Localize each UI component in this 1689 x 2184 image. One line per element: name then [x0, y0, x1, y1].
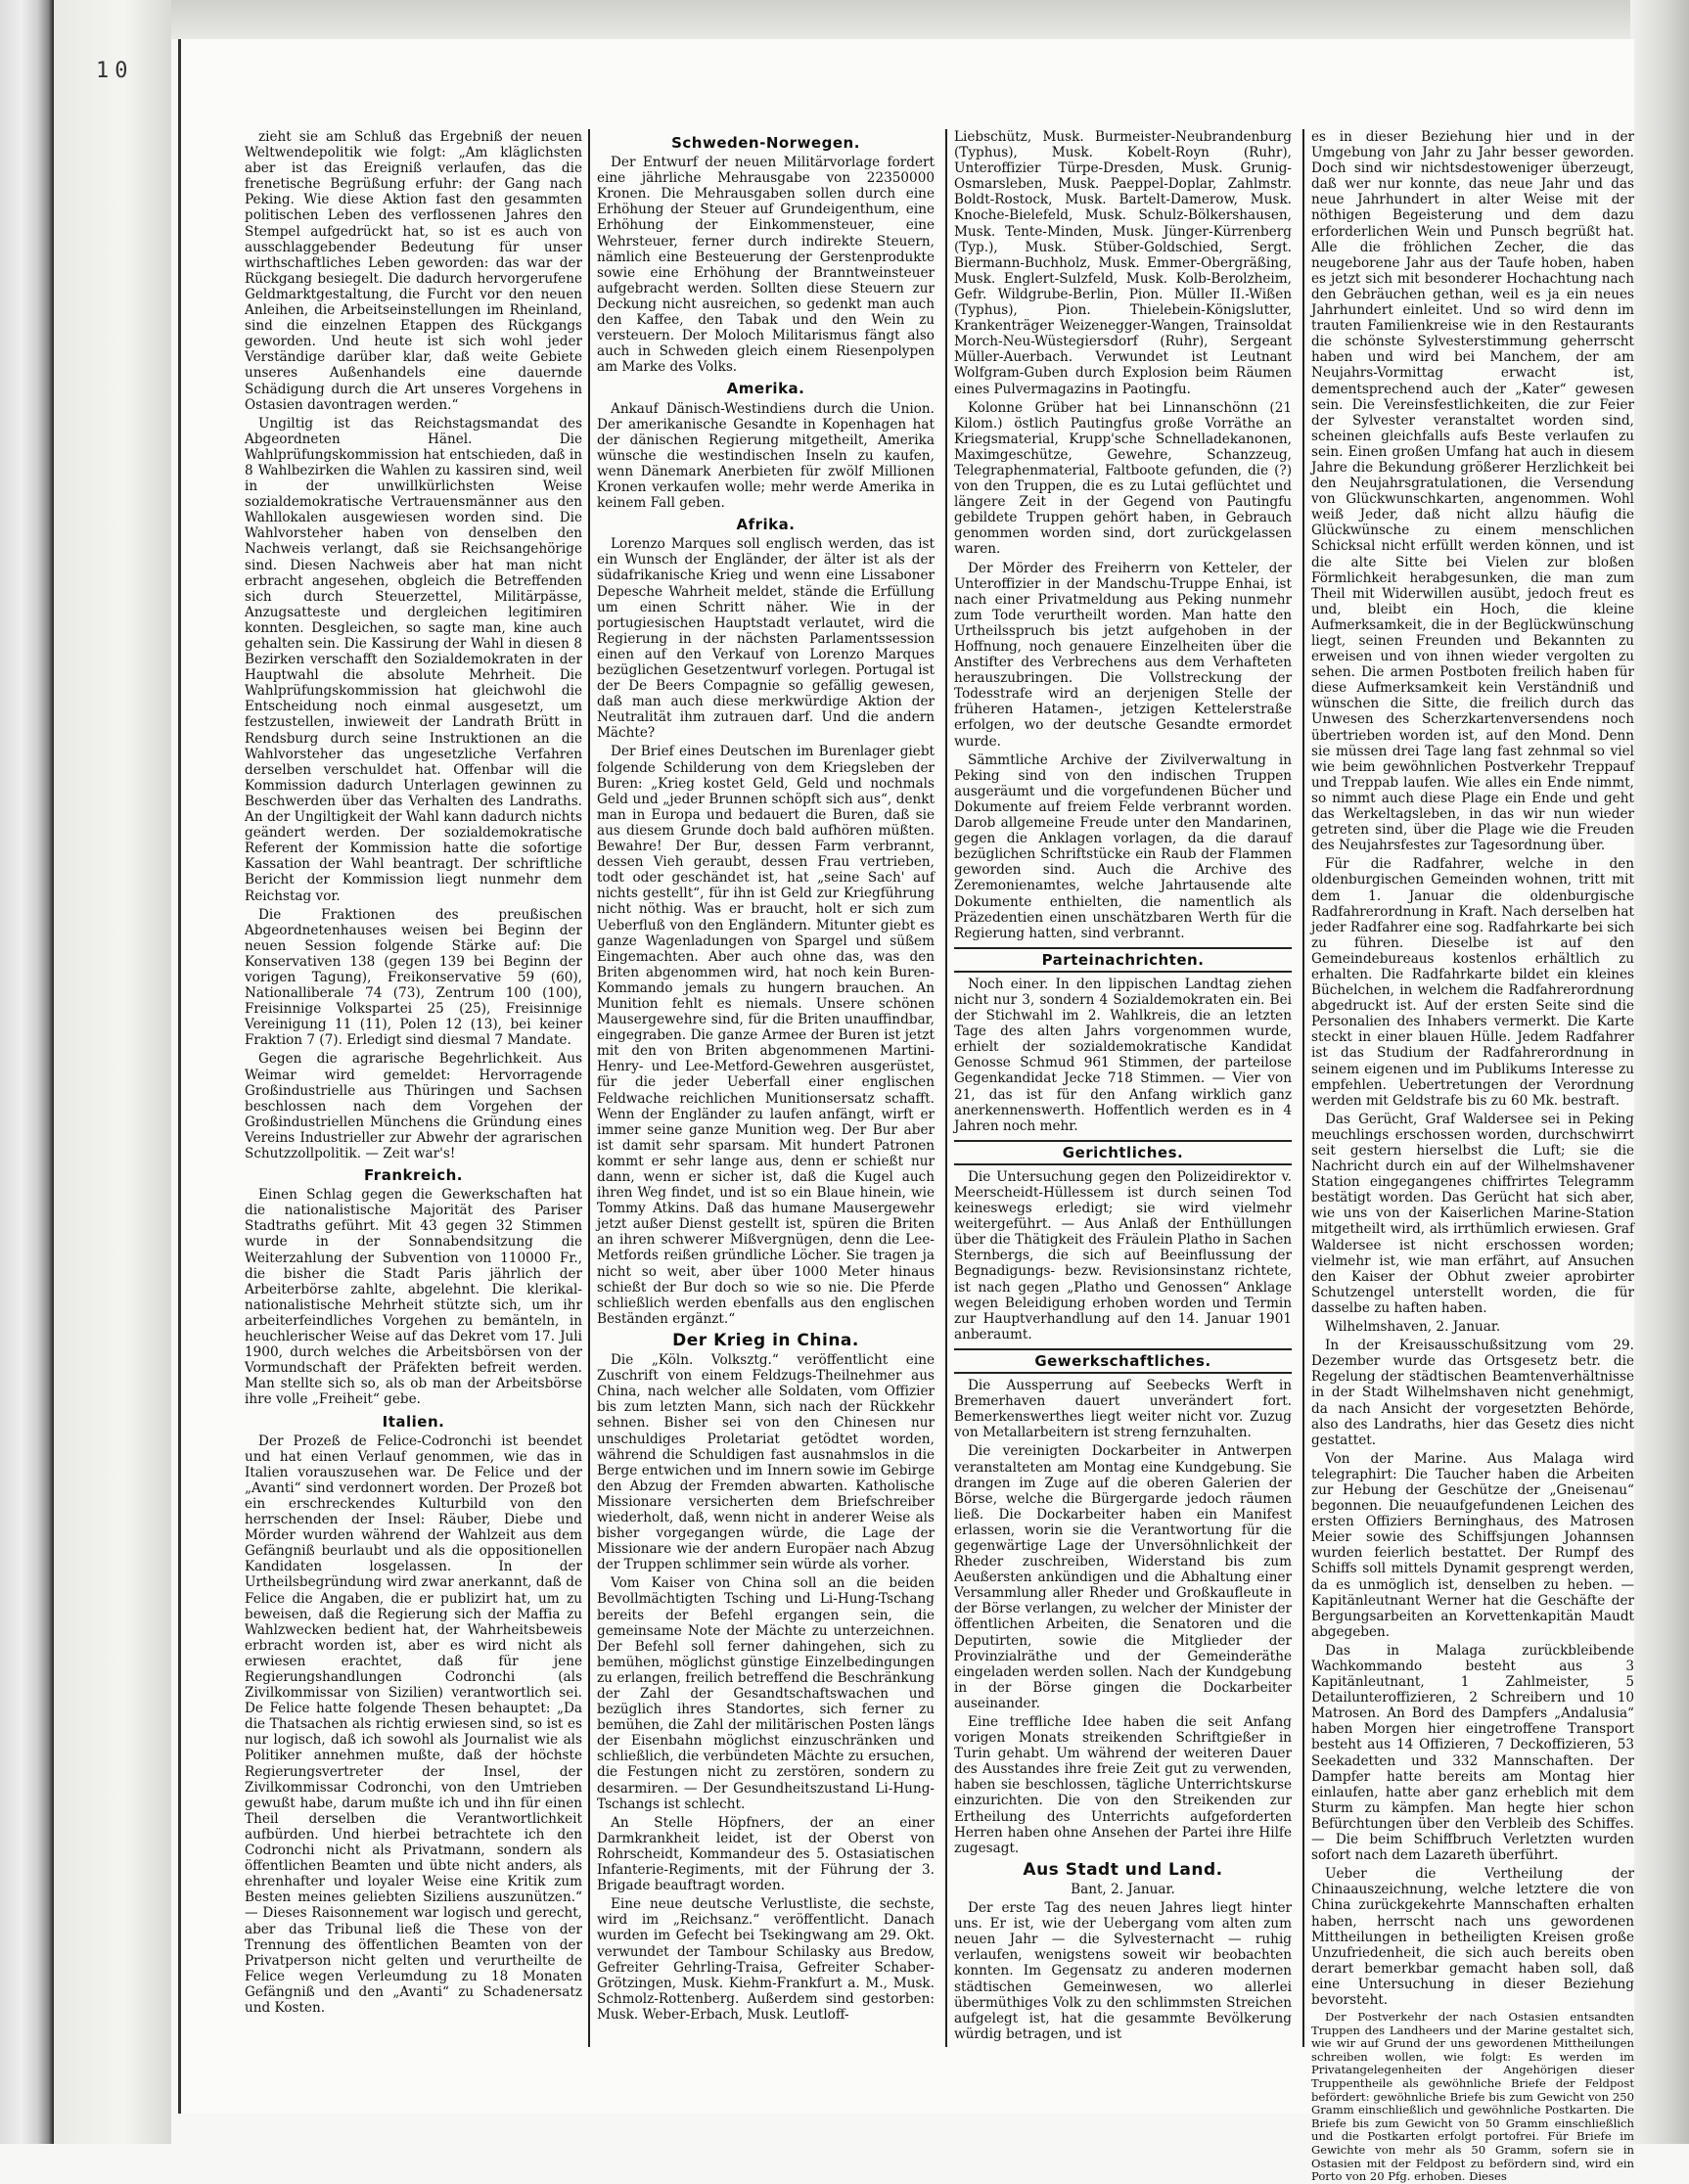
- column-1: [245, 129, 582, 2047]
- section-heading: Gerichtliches.: [954, 1140, 1292, 1165]
- article-paragraph: Die „Köln. Volksztg.“ veröffentlicht eine Zuschrift von einem Feldzugs-Theilnehmer aus China, nach welcher alle Soldaten, vom Offizier bis zum letzten Mann, sich nach der Rückkehr sehnen. Bisher sei von den Chinesen nur unschuldiges Proletariat getödtet worden, während die Schuldigen fast ausnahmslos in die Berge entwichen und im Innern sowie im Gebirge den Abzug der Fremden abwarten. Katholische Missionare versicherten dem Briefschreiber wiederholt, daß, wenn nicht in anderer Weise als bisher vorgegangen würde, die Lage der Missionare wie der andern Europäer nach Abzug der Truppen schlimmer sein würde als vorher.: [597, 1352, 935, 1573]
- article-paragraph: Der Brief eines Deutschen im Burenlager giebt folgende Schilderung von dem Kriegsleben der Buren: „Krieg kostet Geld, Geld und nochmals Geld und „jeder Brunnen schöpft sich aus“, denkt man in Europa und bedauert die Buren, daß sie aus diesem Grunde doch bald aufhören müßten. Bewahre! Der Bur, dessen Farm verbrannt, dessen Vieh geraubt, dessen Frau vertrieben, todt oder geschändet ist, hat „seine Sach' auf nichts gestellt“, für ihn ist Geld zur Kriegführung nicht nöthig. Was er braucht, holt er sich zum Ueberfluß von den Engländern. Mitunter giebt es ganze Wagenladungen von Spargel und süßem Eingemachten. Aber auch ohne das, was den Briten abgenommen wird, hat noch kein Buren-Kommando jemals zu hungern brauchen. An Munition fehlt es niemals. Unsere schönen Mausergewehre sind, für die Briten unauffindbar, eingegraben. Die ganze Armee der Buren ist jetzt mit den von Briten abgenommenen Martini-Henry- und Lee-Metford-Gewehren ausgerüstet, für die jeder Ueberfall einer englischen Feldwache reichlichen Munitionsersatz schafft. Wenn der Engländer zu laufen anfängt, wirft er immer seine ganze Munition weg. Der Bur aber ist damit sehr sparsam. Mit hundert Patronen kommt er sehr lange aus, denn er schießt nur dann, wenn er sicher ist, daß die Kugel auch ihren Weg findet, und ist so ein Blaue hinein, wie Tommy Atkins. Daß das humane Mausergewehr jetzt außer Dienst gestellt ist, spüren die Briten an ihren schwerer Mißvergnügen, denn die Lee-Metfords reißen gründliche Löcher. Sie tragen ja nicht so weit, aber über 1000 Meter hinaus schießt der Bur doch so wie so nie. Die Pferde schließlich werden ebenfalls aus den englischen Beständen ergänzt.“: [597, 744, 935, 1327]
- article-paragraph: Liebschütz, Musk. Burmeister-Neubrandenburg (Typhus), Musk. Kobelt-Royn (Ruhr), Unteroffizier Türpe-Dresden, Musk. Grunig-Osmarsleben, Musk. Paeppel-Doplar, Zahlmstr. Boldt-Rostock, Musk. Bartelt-Damerow, Musk. Knoche-Bielefeld, Musk. Schulz-Bölkershausen, Musk. Tente-Minden, Musk. Jünger-Kürrenberg (Typ.), Musk. Stüber-Goldschied, Sergt. Biermann-Buchholz, Musk. Emmer-Obergräßing, Musk. Englert-Sulzfeld, Musk. Kolb-Berolzheim, Gefr. Wildgrube-Berlin, Pion. Müller II.-Wißen (Typhus), Pion. Thielebein-Königslutter, Krankenträger Weizenegger-Wangen, Trainsoldat Morch-Neu-Wüstegiersdorf (Ruhr), Sergeant Müller-Auerbach. Verwundet ist Leutnant Wolfgram-Guben durch Explosion beim Räumen eines Pulvermagazins in Paotingfu.: [954, 129, 1292, 397]
- article-paragraph: Die Fraktionen des preußischen Abgeordnetenhauses weisen bei Beginn der neuen Session folgende Stärke auf: Die Konservativen 138 (gegen 139 bei Beginn der vorigen Tagung), Freikonservative 59 (60), Nationalliberale 74 (73), Zentrum 100 (100), Freisinnige Volkspartei 25 (25), Freisinnige Vereinigung 11 (11), Polen 12 (13), bei keiner Fraktion 7 (7). Erledigt sind diesmal 7 Mandate.: [245, 906, 582, 1049]
- article-paragraph: Der Entwurf der neuen Militärvorlage fordert eine jährliche Mehrausgabe von 22350000 Kronen. Die Mehrausgaben sollen durch eine Erhöhung der Steuer auf Grundeigenthum, eine Erhöhung der Einkommensteuer, eine Wehrsteuer, ferner durch indirekte Steuern, nämlich eine Besteuerung der Gerstenprodukte sowie eine Erhöhung der Branntweinsteuer aufgebracht werden. Sollten diese Steuern zur Deckung nicht ausreichen, so gedenkt man auch den Kaffee, den Tabak und den Wein zu versteuern. Der Moloch Militarismus fängt also auch in Schweden gleich einem Riesenpolypen am Marke des Volks.: [597, 155, 935, 376]
- article-paragraph: Eine neue deutsche Verlustliste, die sechste, wird im „Reichsanz.“ veröffentlicht. Danach wurden im Gefecht bei Tsekingwang am 29. Okt. verwundet der Tambour Schilasky aus Bredow, Gefreiter Gehrling-Traisa, Gefreiter Schaber-Grötzingen, Musk. Kiehm-Frankfurt a. M., Musk. Schmolz-Rottenberg. Außerdem sind gestorben: Musk. Weber-Erbach, Musk. Leutloff-: [597, 1896, 935, 2023]
- section-heading: Gewerkschaftliches.: [954, 1348, 1292, 1374]
- dateline: Bant, 2. Januar.: [1071, 1881, 1175, 1897]
- article-paragraph: An Stelle Höpfners, der an einer Darmkrankheit leidet, ist der Oberst von Rohrscheidt, Kommandeur des 5. Ostasiatischen Infanterie-Regiments, mit der Führung der 3. Brigade beauftragt worden.: [597, 1814, 935, 1894]
- article-paragraph: zieht sie am Schluß das Ergebniß der neuen Weltwendepolitik wie folgt: „Am kläglichsten aber ist das Ereigniß verlaufen, das die frenetische Begrüßung erfuhr: der Gang nach Peking. Wie diese Aktion fast den gesammten politischen Leben des verflossenen Jahres den Stempel aufgedrückt hat, so ist es auch von ausschlaggebender Bedeutung für unser wirthschaftliches Leben geworden: das war der Rückgang besiegelt. Die dadurch hervorgerufene Geldmarktgestaltung, die Furcht vor den neuen Anleihen, die Arbeitseinstellungen im Rheinland, sind die einzelnen Etappen des Rückgangs geworden. Und heute ist sich wohl jeder Verständige darüber klar, daß weite Gebiete unseres Außenhandels eine dauernde Schädigung durch die Art unseres Vorgehens in Ostasien davontragen werden.“: [245, 129, 582, 413]
- article-paragraph: Von der Marine. Aus Malaga wird telegraphirt: Die Taucher haben die Arbeiten zur Hebung der Geschütze der „Gneisenau“ begonnen. Die neuaufgefundenen Leichen des ersten Offiziers Berninghaus, des Matrosen Meier sowie des Schiffsjungen Johannsen wurden feierlich bestattet. Der Rumpf des Schiffs soll mittels Dynamit gesprengt werden, da es unmöglich ist, denselben zu heben. — Kapitänleutnant Werner hat die Geschäfte der Bergungsarbeiten an Korvettenkapitän Maudt abgegeben.: [1311, 1450, 1634, 1640]
- section-heading: Der Krieg in China.: [672, 1330, 859, 1350]
- scan-top-band: [0, 0, 1689, 39]
- article-paragraph: Die Aussperrung auf Seebecks Werft in Bremerhaven dauert unverändert fort. Bemerkenswerthes liegt weiter nicht vor. Zuzug von Metallarbeitern ist streng fernzuhalten.: [954, 1378, 1292, 1441]
- section-heading: Parteinachrichten.: [954, 947, 1292, 973]
- column-4: [1311, 129, 1634, 2184]
- article-paragraph: In der Kreisausschußsitzung vom 29. Dezember wurde das Ortsgesetz betr. die Regelung der städtischen Beamtenverhältnisse in der Stadt Wilhelmshaven nicht genehmigt, da nach Ansicht der vorgesetzten Behörde, also des Landraths, hier das Gesetz dies nicht gestattet.: [1311, 1338, 1634, 1448]
- column-rule: [945, 129, 947, 2047]
- article-paragraph: Für die Radfahrer, welche in den oldenburgischen Gemeinden wohnen, tritt mit dem 1. Januar die oldenburgische Radfahrerordnung in Kraft. Nach derselben hat jeder Radfahrer eine sog. Radfahrkarte bei sich zu führen. Dieselbe ist auf den Gemeindebureaus kostenlos erhältlich zu erhalten. Die Radfahrkarte bildet ein kleines Büchelchen, in welchem die Radfahrerordnung abgedruckt ist. Auf der ersten Seite sind die Personalien des Inhabers vermerkt. Die Karte steckt in einer blauen Hülle. Jedem Radfahrer ist das Studium der Radfahrerordnung in seinem eigenen und im Publikums Interesse zu empfehlen. Uebertretungen der Verordnung werden mit Geldstrafe bis zu 60 Mk. bestraft.: [1311, 856, 1634, 1109]
- page-number: 10: [96, 59, 134, 83]
- scan-binding: [54, 0, 171, 2144]
- article-paragraph: Eine treffliche Idee haben die seit Anfang vorigen Monats streikenden Schriftgießer in Turin gehabt. Um während der weiteren Dauer des Ausstandes ihre freie Zeit gut zu verwenden, haben sie beschlossen, tägliche Unterrichtskurse einzurichten. Die von den Streikenden zur Ertheilung des Unterrichts aufgeforderten Herren haben ohne Ansehen der Partei ihre Hilfe zugesagt.: [954, 1714, 1292, 1856]
- article-paragraph: Sämmtliche Archive der Zivilverwaltung in Peking sind von den indischen Truppen ausgeräumt und die vorgefundenen Bücher und Dokumente auf freiem Felde verbrannt worden. Darob allgemeine Freude unter den Mandarinen, gegen die Anklagen vorlagen, da die darauf bezüglichen Schriftstücke ein Raub der Flammen geworden sind. Auch die Archive des Zeremonienamtes, welche Jahrtausende alte Dokumente enthielten, die namentlich als Präzedentien einen unschätzbaren Werth für die Regierung hatten, sind verbrannt.: [954, 751, 1292, 941]
- article-paragraph: Kolonne Grüber hat bei Linnanschönn (21 Kilom.) östlich Pautingfus große Vorräthe an Kriegsmaterial, Krupp'sche Schnelladekanonen, Maximgeschütze, Gewehre, Schanzzeug, Telegraphenmaterial, Faltboote gefunden, die (?) von den Truppen, die es zu Lutai geflüchtet und längere Zeit in der Gegend von Pautingfu gebildete Truppen gehört haben, in Gebrauch genommen worden sind, dort zurückgelassen waren.: [954, 399, 1292, 558]
- article-paragraph: Die Untersuchung gegen den Polizeidirektor v. Meerscheidt-Hüllessem ist durch seinen Tod keineswegs erledigt; sie wird vielmehr weitergeführt. — Aus Anlaß der Enthüllungen über die Thätigkeit des Fräulein Platho in Sachen Sternbergs, die sich auf Beeinflussung der Begnadigungs- bezw. Revisionsinstanz richtete, ist nach gegen „Platho und Genossen“ Anklage wegen Beleidigung erhoben worden und Termin zur Hauptverhandlung auf den 14. Januar 1901 anberaumt.: [954, 1168, 1292, 1342]
- column-2: [597, 129, 935, 2047]
- article-paragraph: Das in Malaga zurückbleibende Wachkommando besteht aus 3 Kapitänleutnant, 1 Zahlmeister, 5 Detailunteroffizieren, 2 Schreibern und 10 Matrosen. An Bord des Dampfers „Andalusia“ haben Morgen hier eingetroffene Transport besteht aus 14 Offizieren, 7 Deckoffizieren, 53 Seekadetten und 332 Mannschaften. Der Dampfer hatte bereits am Montag hier einlaufen, hatte aber ganz erheblich mit dem Sturm zu kämpfen. Man hegte hier schon Befürchtungen über den Verbleib des Schiffes. — Die beim Schiffbruch Verletzten wurden sofort nach dem Lazareth überführt.: [1311, 1642, 1634, 1864]
- article-paragraph: Ankauf Dänisch-Westindiens durch die Union. Der amerikanische Gesandte in Kopenhagen hat der dänischen Regierung mitgetheilt, Amerika wünsche die westindischen Inseln zu kaufen, wenn Dänemark Anerbieten für zwölf Millionen Kronen verkaufen wolle; mehr werde Amerika in keinem Fall geben.: [597, 400, 935, 512]
- article-paragraph: Das Gerücht, Graf Waldersee sei in Peking meuchlings erschossen worden, durchschwirrt seit gestern hierselbst die Luft; sie die Nachricht durch ein auf der Wilhelmshavener Station eingegangenes chiffrirtes Telegramm bestätigt worden. Das Gerücht hat sich aber, wie uns von der Kaiserlichen Marine-Station mitgetheilt wird, als irrthümlich erwiesen. Graf Waldersee ist nicht erschossen worden; vielmehr ist, wie man erfährt, auf Ansuchen den Kaiser der Obhut zweier aprobirter Schutzengel unterstellt worden, die für dasselbe zu haften haben.: [1311, 1111, 1634, 1316]
- section-heading: Frankreich.: [364, 1166, 463, 1185]
- section-heading: Aus Stadt und Land.: [1023, 1859, 1223, 1880]
- article-paragraph: Der Mörder des Freiherrn von Ketteler, der Unteroffizier in der Mandschu-Truppe Enhai, ist nach einer Privatmeldung aus Peking nunmehr zum Tode verurtheilt worden. Man hatte den Urtheilsspruch bis jetzt aufgehoben in der Hoffnung, noch genauere Einzelheiten über die Anstifter des Verbrechens aus dem Verhafteten herauszubringen. Die Vollstreckung der Todesstrafe wird an derjenigen Stelle der früheren Hatamen-, jetzigen Kettelerstraße erfolgen, wo der deutsche Gesandte ermordet wurde.: [954, 560, 1292, 750]
- notice-paragraph: Der Postverkehr der nach Ostasien entsandten Truppen des Landheers und der Marine gestaltet sich, wie wir auf Grund der uns gewordenen Mittheilungen schreiben wollen, wie folgt: Es werden im Privatangelegenheiten der Angehörigen dieser Truppentheile als gewöhnliche Briefe der Feldpost befördert: gewöhnliche Briefe bis zum Gewicht von 250 Gramm einschließlich und gewöhnliche Postkarten. Die Briefe bis zum Gewicht von 50 Gramm einschließlich und die Postkarten erfolgt portofrei. Für Briefe im Gewichte von mehr als 50 Gramm, sofern sie in Ostasien mit der Feldpost zu befördern sind, wird ein Porto von 20 Pfg. erhoben. Dieses: [1311, 2010, 1634, 2184]
- column-rule: [588, 129, 590, 2047]
- article-paragraph: Der Prozeß de Felice-Codronchi ist beendet und hat einen Verlauf genommen, wie das in Italien vorauszusehen war. De Felice und der „Avanti“ sind verdonnert worden. Der Prozeß bot ein erschreckendes Kulturbild von den herrschenden der Insel: Räuber, Diebe und Mörder wurden während der Wahlzeit aus dem Gefängniß beurlaubt und als die oppositionellen Kandidaten losgelassen. In der Urtheilsbegründung wird zwar anerkannt, daß de Felice die Angaben, die er publizirt hat, um zu beweisen, daß die Regierung sich der Maffia zu Wahlzwecken bedient hat, der Wahrheitsbeweis erbracht worden ist, aber es wird nicht als erwiesen erachtet, daß für jene Regierungshandlungen Codronchi (als Zivilkommissar von Sizilien) verantwortlich sei. De Felice hatte folgende Thesen behauptet: „Da die Thatsachen als richtig erwiesen sind, so ist es nur logisch, daß ich sowohl als Journalist wie als Politiker annehmen mußte, daß der höchste Regierungsvertreter der Insel, der Zivilkommissar Codronchi, von den Umtrieben gewußt habe, darum mußte ich und ihn für einen Theil derselben die Verantwortlichkeit aufbürden. Und hierbei betrachtete ich den Codronchi nicht als Privatmann, sondern als öffentlichen Beamten und übte nicht anders, als ehrenhafter und loyaler Weise eine Kritik zum Besten meines geliebten Siziliens auszunützen.“ — Dieses Raisonnement war logisch und gerecht, aber das Tribunal ließ die These von der Trennung des öffentlichen Beamten von der Privatperson nicht gelten und verurtheilte de Felice wegen Verleumdung zu 18 Monaten Gefängniß und den „Avanti“ zu Schadenersatz und Kosten.: [245, 1433, 582, 2016]
- section-heading: Italien.: [382, 1412, 445, 1431]
- scan-right-edge: [1630, 0, 1689, 2144]
- section-heading: Amerika.: [726, 380, 805, 398]
- column-3: [954, 129, 1292, 2047]
- section-heading: Schweden-Norwegen.: [671, 134, 860, 152]
- article-paragraph: es in dieser Beziehung hier und in der Umgebung von Jahr zu Jahr besser geworden. Doch sind wir nichtsdestoweniger überzeugt, daß wer nur konnte, das neue Jahr und das neue Jahrhundert in alter Weise mit der nöthigen Begeisterung und dem dazu erforderlichen Wein und Punsch begrüßt hat. Alle die fröhlichen Zecher, die das neugeborene Jahr aus der Taufe hoben, haben es jetzt sich mit besonderer Hochachtung nach den Gebräuchen gethan, weil es ja ein neues Jahrhundert einleitet. Und so wird denn im trauten Familienkreise wie in den Restaurants die schönste Sylvesterstimmung geherrscht haben und wird bei Manchem, der am Neujahrs-Vormittag erwacht ist, dementsprechend auch der „Kater“ gewesen sein. Die Vereinsfestlichkeiten, die zur Feier der Sylvester veranstaltet worden sind, scheinen gleichfalls aufs Beste verlaufen zu sein. Einen großen Umfang hat auch in diesem Jahre die Bekundung größerer Herzlichkeit bei den Neujahrsgratulationen, die Versendung von Glückwunschkarten, angenommen. Wohl weiß Jeder, daß nicht allzu häufig die Glückwünsche zu einem menschlichen Schicksal nicht erfüllt werden können, und ist die alte Sitte bei Vielen zur bloßen Förmlichkeit herabgesunken, die man zum Theil mit Widerwillen ausübt, jedoch freut es und, bleibt ein Hoch, die kleine Aufmerksamkeit, die in der Beglückwünschung liegt, seinen Freunden und Bekannten zu erweisen und von ihnen wieder vergolten zu sehen. Die armen Postboten freilich haben für diese Aufmerksamkeit kein Verständniß und wünschen die Sitte, die freilich durch das Unwesen des Scherzkartenversendens noch übertrieben worden ist, auf den Mond. Denn sie müssen drei Tage lang fast zehnmal so viel wie beim gewöhnlichen Postverkehr Treppauf und Treppab laufen. Wie alles ein Ende nimmt, so nimmt auch diese Plage ein Ende und geht das Werkeltagsleben, in das wir nun wieder getreten sind, über die Plage wie die Freuden des Neujahrsfestes zur Tagesordnung über.: [1311, 129, 1634, 854]
- article-paragraph: Gegen die agrarische Begehrlichkeit. Aus Weimar wird gemeldet: Hervorragende Großindustrielle aus Thüringen und Sachsen beschlossen nach dem Vorgehen der Großindustriellen Münchens die Gründung eines Vereins Industrieller zur Abwehr der agrarischen Schutzzollpolitik. — Zeit war's!: [245, 1051, 582, 1161]
- article-paragraph: Lorenzo Marques soll englisch werden, das ist ein Wunsch der Engländer, der älter ist als der südafrikanische Krieg und wenn eine Lissaboner Depesche Wahrheit meldet, stände die Erfüllung um einen Schritt näher. Wie in der portugiesischen Hauptstadt verlautet, wird die Regierung in der nächsten Parlamentssession einen auf den Verkauf von Lorenzo Marques bezüglichen Gesetzentwurf vorlegen. Portugal ist der De Beers Compagnie so gefällig gewesen, daß man auch diese merkwürdige Aktion der Neutralität ihm zutrauen darf. Und die andern Mächte?: [597, 536, 935, 742]
- section-heading: Afrika.: [736, 516, 796, 534]
- article-paragraph: Die vereinigten Dockarbeiter in Antwerpen veranstalteten am Montag eine Kundgebung. Sie drangen im Zuge auf die oberen Galerien der Börse, welche die Bürgergarde jedoch räumen ließ. Die Dockarbeiter haben ein Manifest erlassen, worin sie die Verantwortung für die gegenwärtige Lage der Unversöhnlichkeit der Rheder zuschreiben, Widerstand bis zum Aeußersten ankündigen und die Abhaltung einer Versammlung aller Rheder und Großkaufleute in der Börse verlangen, zu welcher der Minister der öffentlichen Arbeiten, die Senatoren und die Deputirten, sowie die Mitglieder der Provinzialräthe und der Gemeinderäthe eingeladen werden sollen. Nach der Kundgebung in der Börse gingen die Dockarbeiter auseinander.: [954, 1443, 1292, 1711]
- article-paragraph: Vom Kaiser von China soll an die beiden Bevollmächtigten Tsching und Li-Hung-Tschang bereits der Befehl ergangen sein, die gemeinsame Note der Mächte zu unterzeichnen. Der Befehl soll ferner dahingehen, sich zu bemühen, möglichst günstige Einzelbedingungen zu erlangen, freilich betreffend die Beschränkung der Zahl der Gesandtschaftswachen und bezüglich ihres Standortes, sich ferner zu bemühen, die Zahl der militärischen Posten längs der Eisenbahn möglichst einzuschränken und schließlich, die verbündeten Mächte zu ersuchen, die Festungen nicht zu zerstören, sondern zu desarmiren. — Der Gesundheitszustand Li-Hung-Tschangs ist schlecht.: [597, 1575, 935, 1812]
- article-paragraph: Ungiltig ist das Reichstagsmandat des Abgeordneten Hänel. Die Wahlprüfungskommission hat entschieden, daß in 8 Wahlbezirken die Wahlen zu kassiren sind, weil in der unwillkürlichsten Weise sozialdemokratische Vertrauensmänner aus den Wahllokalen ausgewiesen worden sind. Die Wahlvorsteher haben von denselben den Nachweis verlangt, daß sie Reichsangehörige sind. Diesen Nachweis aber hat man nicht erbracht angesehen, obgleich die Betreffenden sich durch Steuerzettel, Militärpässe, Anzugsatteste und dergleichen legitimiren konnten. Desgleichen, so sagte man, kine auch gehalten sein. Die Kassirung der Wahl in diesen 8 Bezirken verschafft den Sozialdemokraten in der Hauptwahl die absolute Mehrheit. Die Wahlprüfungskommission hat gleichwohl die Entscheidung noch einmal ausgesetzt, um festzustellen, inwieweit der Landrath Brütt in Rendsburg durch seine Instruktionen an die Wahlvorsteher das ungesetzliche Verfahren derselben verschuldet hat. Offenbar will die Kommission dadurch Unterlagen gewinnen zu Beschwerden über das Verhalten des Landraths. An der Ungiltigkeit der Wahl kann dadurch nichts geändert werden. Der sozialdemokratische Referent der Kommission hatte die sofortige Kassation der Wahl beantragt. Der schriftliche Bericht der Kommission liegt nunmehr dem Reichstag vor.: [245, 415, 582, 904]
- column-rule: [1302, 129, 1304, 2047]
- article-paragraph: Der erste Tag des neuen Jahres liegt hinter uns. Er ist, wie der Uebergang vom alten zum neuen Jahr — die Sylvesternacht — ruhig verlaufen, wenigstens soweit wir beobachten konnten. Im Gegensatz zu anderen modernen städtischen Gemeinwesen, wo allerlei übermüthiges Volk zu den schlimmsten Streichen aufgelegt ist, hat die gesammte Bevölkerung würdig betragen, und ist: [954, 1900, 1292, 2042]
- article-paragraph: Wilhelmshaven, 2. Januar.: [1325, 1319, 1501, 1336]
- article-paragraph: Einen Schlag gegen die Gewerkschaften hat die nationalistische Majorität des Pariser Stadtraths geführt. Mit 43 gegen 32 Stimmen wurde in der Sonnabendsitzung die Weiterzahlung der Subvention von 110000 Fr., die bisher die Stadt Paris jährlich der Arbeiterbörse zahlte, abgelehnt. Die klerikal-nationalistische Mehrheit stützte sich, um ihr arbeiterfeindliches Vorgehen zu bemänteln, in heuchlerischer Weise auf das Dekret vom 17. Juli 1900, durch welches die Arbeitsbörsen von der Vormundschaft der Präfekten befreit werden. Man stellte sich so, als ob man der Arbeitsbörse ihre volle „Freiheit“ gebe.: [245, 1187, 582, 1408]
- scan-left-edge: [0, 0, 54, 2144]
- article-paragraph: Noch einer. In den lippischen Landtag ziehen nicht nur 3, sondern 4 Sozialdemokraten ein. Bei der Stichwahl im 2. Wahlkreis, die an letzten Tage des alten Jahrs vorgenommen wurde, erhielt der sozialdemokratische Kandidat Genosse Schmud 961 Stimmen, der parteilose Gegenkandidat Jecke 718 Stimmen. — Vier von 21, das ist für den Anfang wirklich ganz anerkennenswerth. Hoffentlich werden es in 4 Jahren noch mehr.: [954, 976, 1292, 1134]
- article-paragraph: Ueber die Vertheilung der Chinaauszeichnung, welche letztere die von China zurückgekehrte Mannschaften erhalten haben, herrscht nach uns gewordenen Mittheilungen in betheiligten Kreisen große Unzufriedenheit, die sich auch bereits oben derart bemerkbar gemacht haben soll, daß eine Untersuchung in dieser Beziehung bevorsteht.: [1311, 1866, 1634, 2008]
